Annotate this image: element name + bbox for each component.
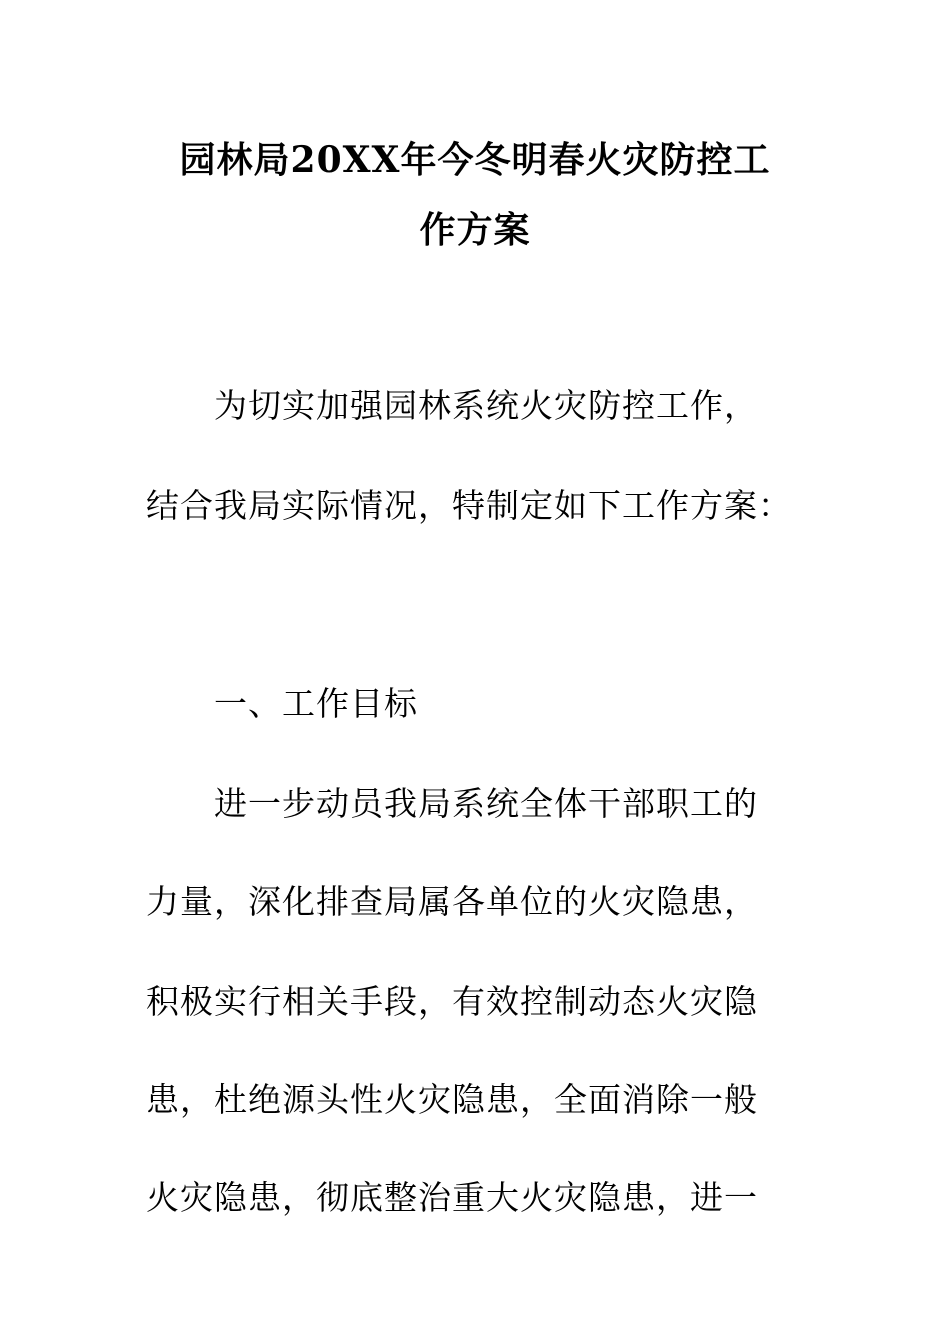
paragraph-line: 力量，深化排查局属各单位的火灾隐患，	[146, 882, 758, 921]
document-title-line-1: 园林局20XX年今冬明春火灾防控工	[179, 139, 771, 181]
paragraph-line: 积极实行相关手段，有效控制动态火灾隐	[146, 982, 758, 1021]
intro-line-1: 为切实加强园林系统火灾防控工作，	[214, 386, 758, 425]
intro-line-2: 结合我局实际情况，特制定如下工作方案：	[146, 486, 792, 525]
paragraph-line: 进一步动员我局系统全体干部职工的	[214, 784, 758, 823]
paragraph-line: 火灾隐患，彻底整治重大火灾隐患，进一	[146, 1178, 758, 1217]
document-title-line-2: 作方案	[419, 209, 531, 251]
paragraph-line: 患，杜绝源头性火灾隐患，全面消除一般	[146, 1080, 758, 1119]
section-heading: 一、工作目标	[214, 684, 418, 723]
